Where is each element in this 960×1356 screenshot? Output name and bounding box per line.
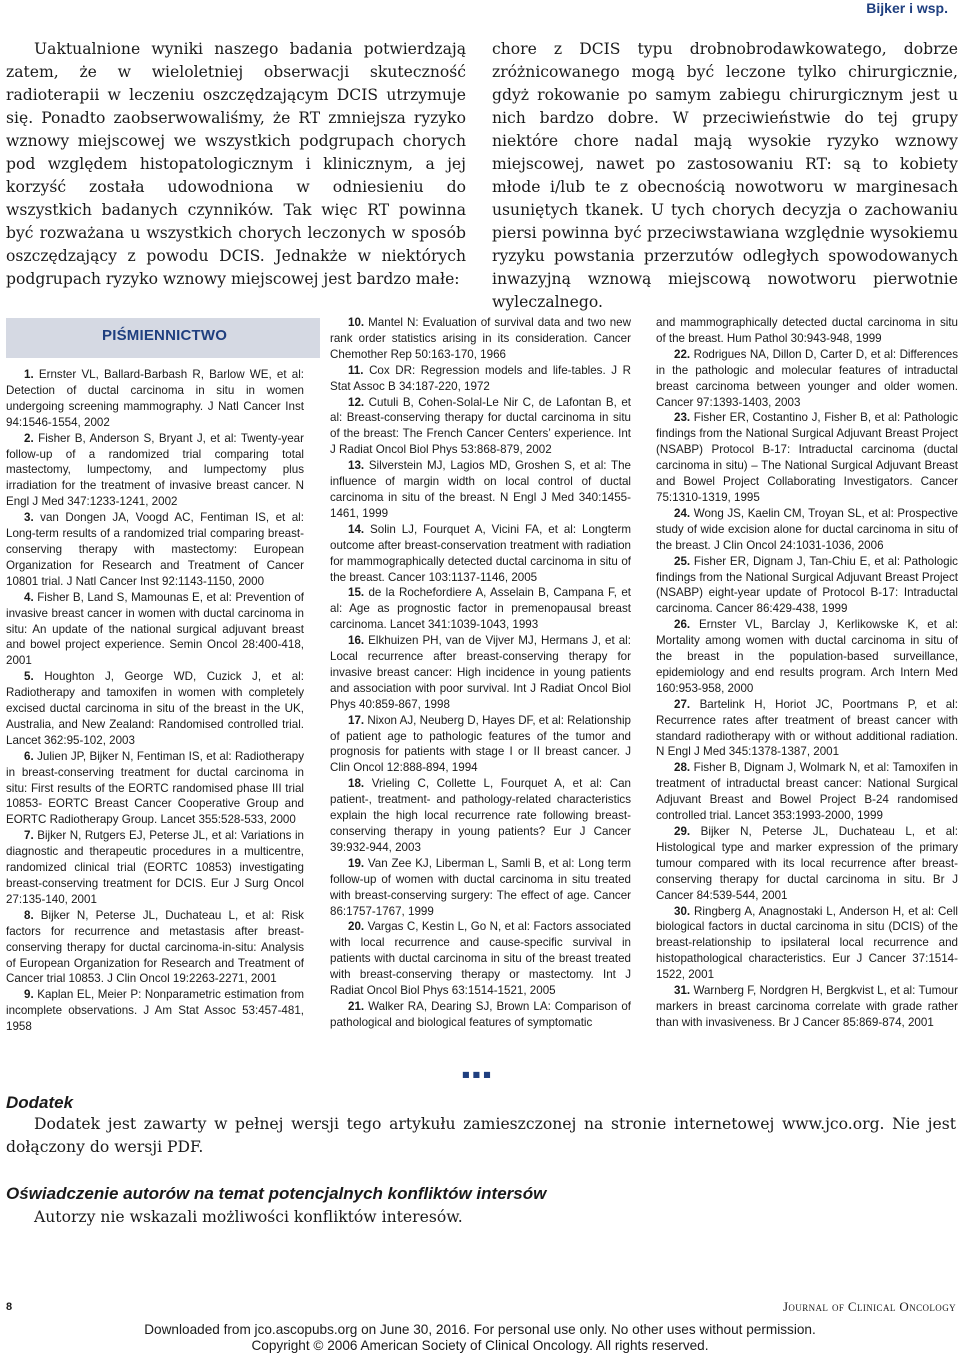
reference-entry <box>6 908 304 988</box>
reference-number: 7. <box>24 829 34 843</box>
reference-text: van Dongen JA, Voogd AC, Fentiman IS, et al: Long-term results of a randomized trial comparing breast-conserving therapy with mastectomy: European Organization for Research and Treatment of Cancer 10801 trial. J Natl Cancer Inst 92:1143-1150, 2000 <box>6 511 304 588</box>
reference-text: Ernster VL, Ballard-Barbash R, Barlow WE, et al: Detection of ductal carcinoma in situ in women undergoing screening mammography. J Natl Cancer Inst 94:1546-1554, 2002 <box>6 368 304 429</box>
reference-text: Nixon AJ, Neuberg D, Hayes DF, et al: Relationship of patient age to pathologic features of the tumor and prognosis for patients with stage I or II breast cancer. J Clin Oncol 12:888-894, 1994 <box>330 713 631 775</box>
reference-entry <box>6 987 304 1035</box>
reference-text: Silverstein MJ, Lagios MD, Groshen S, et al: The influence of margin width on local control of ductal carcinoma in situ of the breast. N Engl J Med 340:1455-1461, 1999 <box>330 459 631 520</box>
reference-number: 21. <box>348 999 365 1013</box>
reference-number: 16. <box>348 634 365 648</box>
reference-number: 27. <box>674 697 691 711</box>
reference-number: 12. <box>348 395 365 409</box>
download-line: Downloaded from jco.ascopubs.org on June 30, 2016. For personal use only. No other uses without permission. <box>144 1322 816 1337</box>
reference-entry <box>656 554 958 618</box>
reference-text: Walker RA, Dearing SJ, Brown LA: Comparison of pathological and biological features of symptomatic <box>330 999 631 1029</box>
reference-entry <box>330 856 631 920</box>
reference-text: Bijker N, Peterse JL, Duchateau L, et al: Histological type and marker expression of the primary tumour compared with its local recurrence after breast-conserving therapy for ductal carcinoma in situ. Br J Cancer 84:539-544, 2001 <box>656 825 958 902</box>
reference-text: Julien JP, Bijker N, Fentiman IS, et al: Radiotherapy in breast-conserving treatment for ductal carcinoma in situ: First results of the EORTC randomised phase III trial 10853- EORTC Breast Cancer Cooperative Group and EORTC Radiotherapy Group. Lancet 355:528-533, 2000 <box>6 749 305 827</box>
reference-text: Fisher B, Anderson S, Bryant J, et al: Twenty-year follow-up of a randomized trial comparing total mastectomy, lumpectomy, and lumpectomy plus irradiation for the treatment of invasive breast cancer. N Engl J Med 347:1233-1241, 2002 <box>6 431 304 509</box>
download-notice <box>0 1322 960 1354</box>
reference-number: 30. <box>674 904 691 918</box>
reference-entry <box>330 458 631 522</box>
reference-number: 8. <box>24 908 34 922</box>
section-divider-icon: ■■■ <box>462 1070 494 1079</box>
reference-number: 9. <box>24 988 34 1002</box>
reference-entry <box>656 315 958 347</box>
reference-entry <box>6 669 304 749</box>
reference-number: 13. <box>348 459 365 473</box>
journal-name: Journal of Clinical Oncology <box>782 1299 956 1314</box>
reference-number: 2. <box>24 431 34 445</box>
reference-number: 5. <box>24 670 34 684</box>
reference-entry <box>6 749 304 829</box>
reference-entry <box>656 697 958 761</box>
reference-entry <box>330 713 631 777</box>
reference-number: 31. <box>674 984 691 998</box>
reference-entry <box>656 410 958 505</box>
reference-number: 11. <box>348 363 364 377</box>
reference-text: Cutuli B, Cohen-Solal-Le Nir C, de Lafontan B, et al: Breast-conserving therapy for ductal carcinoma in situ of the breast: The French Cancer Centers’ experience. Int J Radiat Oncol Biol Phys 53:868-879, 2002 <box>330 395 631 457</box>
reference-text: Ernster VL, Barclay J, Kerlikowske K, et al: Mortality among women with ductal carcinoma in situ of the breast in the population-based surveillance, epidemiology and end results program. Arch Intern Med 160:953-958, 2000 <box>656 618 958 695</box>
reference-entry <box>330 999 631 1031</box>
reference-entry <box>656 347 958 411</box>
reference-text: Van Zee KJ, Liberman L, Samli B, et al: Long term follow-up of women with ductal carcinoma in situ treated with breast-conserving surgery: The effect of age. Cancer 86:1757-1767, 1999 <box>330 856 631 918</box>
reference-text: Fisher ER, Dignam J, Tan-Chiu E, et al: Pathologic findings from the National Surgical Adjuvant Breast Project (NSABP) eight-year update of Protocol B-17: Intraductal carcinoma. Cancer 86:429-438, 1999 <box>656 554 958 616</box>
reference-entry <box>330 363 631 395</box>
reference-text: and mammographically detected ductal carcinoma in situ of the breast. Hum Pathol 30:943-948, 1999 <box>656 316 958 345</box>
running-header-author: Bijker i wsp. <box>866 0 948 16</box>
reference-text: Fisher B, Land S, Mamounas E, et al: Prevention of invasive breast cancer in women with ductal carcinoma in situ: An update of the national surgical adjuvant breast and bowel project experience. Semin Oncol 28:400-418, 2001 <box>6 590 304 668</box>
reference-text: Bartelink H, Horiot JC, Poortmans P, et al: Recurrence rates after treatment of breast cancer with standard radiotherapy with or without additional radiation. N Engl J Med 345:1378-1387, 2001 <box>656 697 958 759</box>
reference-number: 3. <box>24 511 34 525</box>
references-heading: PIŚMIENNICTWO <box>102 327 228 344</box>
reference-text: Vrieling C, Collette L, Fourquet A, et al: Can patient-, treatment- and pathology-related characteristics explain the high local recurrence rate following breast-conserving therapy in young patients? Eur J Cancer 39:932-944, 2003 <box>330 777 631 854</box>
reference-text: Mantel N: Evaluation of survival data and two new rank order statistics arising in its consideration. Cancer Chemother Rep 50:163-170, 1966 <box>330 316 631 361</box>
reference-text: Elkhuizen PH, van de Vijver MJ, Hermans J, et al: Local recurrence after breast-conserving therapy for invasive breast cancer: High incidence in young patients and association with poor survival. Int J Radiat Oncol Biol Phys 40:859-867, 1998 <box>330 634 631 711</box>
reference-text: de la Rochefordiere A, Asselain B, Campana F, et al: Age as prognostic factor in premenopausal breast carcinoma. Lancet 341:1039-1043, 1993 <box>330 586 631 632</box>
reference-text: Kaplan EL, Meier P: Nonparametric estimation from incomplete observations. J Am Stat Assoc 53:457-481, 1958 <box>6 988 304 1034</box>
reference-text: Warnberg F, Nordgren H, Bergkvist L, et al: Tumour markers in breast carcinoma correlate with grade rather than with invasiveness. Br J Cancer 85:869-874, 2001 <box>656 984 958 1029</box>
reference-text: Wong JS, Kaelin CM, Troyan SL, et al: Prospective study of wide excision alone for ductal carcinoma in situ of the breast. J Clin Oncol 24:1031-1036, 2006 <box>656 506 958 552</box>
appendix-body: Dodatek jest zawarty w pełnej wersji tego artykułu zamieszczonej na stronie internetowej www.jco.org. Nie jest dołączony do wersji PDF. <box>6 1115 956 1156</box>
references-column-3 <box>656 315 958 1031</box>
reference-text: Vargas C, Kestin L, Go N, et al: Factors associated with local recurrence and cause-specific survival in patients with ductal carcinoma in situ of the breast treated with breast-conserving therapy or mastectomy. Int J Radiat Oncol Biol Phys 63:1514-1521, 2005 <box>330 920 631 998</box>
reference-entry <box>6 828 304 908</box>
reference-text: Bijker N, Peterse JL, Duchateau L, et al: Risk factors for recurrence and metastasis after breast-conserving therapy for ductal carcinoma-in-situ: Analysis of European Organization for Research and Treatment of Cancer trial 10853. J Clin Oncol 19:2263-2271, 2001 <box>6 908 304 986</box>
reference-number: 18. <box>348 777 365 791</box>
reference-number: 25. <box>674 554 691 568</box>
reference-entry <box>6 510 304 590</box>
references-column-2 <box>330 315 631 1031</box>
reference-entry <box>656 904 958 984</box>
reference-number: 19. <box>348 856 365 870</box>
reference-entry <box>330 522 631 586</box>
intro-left-column: Uaktualnione wyniki naszego badania potwierdzają zatem, że w wieloletniej obserwacji skuteczność radioterapii w leczeniu oszczędzającym DCIS utrzymuje się. Ponadto zaobserwowaliśmy, że RT zmniejsza ryzyko wznowy miejscowej we wszystkich podgrupach chorych pod względem histopatologicznym i klinicznym, a jej korzyść została udowodniona w odniesieniu do wszystkich badanych czynników. Tak więc RT powinna być rozważana u wszystkich chorych leczonych w sposób oszczędzający z powodu DCIS. Jednakże w niektórych podgrupach ryzyko wznowy miejscowej jest bardzo małe: <box>6 40 466 288</box>
reference-text: Fisher ER, Costantino J, Fisher B, et al: Pathologic findings from the National Surgical Adjuvant Breast Project (NSABP) Protocol B-17: Intraductal carcinoma (ductal carcinoma in situ) – The National Surgical Adjuvant Breast and Bowel Project Collaborating Investigators. Cancer 75:1310-1319, 1995 <box>656 411 958 504</box>
reference-entry <box>656 983 958 1031</box>
reference-number: 4. <box>24 590 34 604</box>
reference-entry <box>656 617 958 697</box>
reference-text: Rodrigues NA, Dillon D, Carter D, et al: Differences in the pathologic and molecular features of intraductal breast carcinoma between younger and older women. Cancer 97:1393-1403, 2003 <box>656 347 958 409</box>
reference-entry <box>330 919 631 999</box>
reference-entry <box>656 506 958 554</box>
disclosure-body: Autorzy nie wskazali możliwości konfliktów interesów. <box>34 1208 463 1226</box>
reference-number: 29. <box>674 825 691 838</box>
reference-text: Bijker N, Rutgers EJ, Peterse JL, et al: Variations in diagnostic and therapeutic procedures in a multicentre, randomized clinical trial (EORTC 10853) investigating breast-conserving treatment for DCIS. Eur J Surg Oncol 27:135-140, 2001 <box>6 829 304 906</box>
disclosure-title: Oświadczenie autorów na temat potencjalnych konfliktów intersów <box>6 1184 547 1203</box>
appendix-title: Dodatek <box>6 1093 74 1112</box>
reference-entry <box>330 633 631 713</box>
reference-text: Solin LJ, Fourquet A, Vicini FA, et al: Longterm outcome after breast-conservation treatment with radiation for mammographically detected ductal carcinoma in situ of the breast. Cancer 103:1137-1146, 2005 <box>330 522 631 584</box>
reference-entry <box>6 431 304 511</box>
reference-entry <box>656 760 958 824</box>
reference-number: 28. <box>674 761 691 775</box>
page-number: 8 <box>6 1301 13 1313</box>
reference-entry <box>330 776 631 856</box>
reference-number: 1. <box>24 368 34 381</box>
reference-number: 6. <box>24 749 34 763</box>
reference-number: 20. <box>348 920 365 934</box>
reference-entry <box>656 824 958 904</box>
reference-number: 17. <box>348 713 365 727</box>
reference-text: Ringberg A, Anagnostaki L, Anderson H, et al: Cell biological factors in ductal carcinoma in situ (DCIS) of the breast-relationship to ipsilateral local recurrence and histopathological characteristics. Eur J Cancer 37:1514-1522, 2001 <box>656 904 958 982</box>
reference-number: 24. <box>674 506 691 520</box>
reference-entry <box>330 585 631 633</box>
reference-entry <box>6 367 304 431</box>
reference-entry <box>6 590 304 670</box>
reference-number: 26. <box>674 618 691 632</box>
reference-number: 10. <box>348 316 365 329</box>
reference-number: 23. <box>674 411 691 425</box>
reference-entry <box>330 395 631 459</box>
reference-number: 15. <box>348 586 365 600</box>
reference-entry <box>330 315 631 363</box>
copyright-line: Copyright © 2006 American Society of Clinical Oncology. All rights reserved. <box>251 1338 709 1353</box>
intro-right-column: chore z DCIS typu drobnobrodawkowatego, dobrze zróżnicowanego mogą być leczone tylko chirurgicznie, gdyż rokowanie po samym zabiegu chirurgicznym jest u nich bardzo dobre. W przeciwieństwie do tej grupy niektóre chore nadal mają wysokie ryzyko wznowy miejscowej, nawet po zastosowaniu RT: są to kobiety młode i/lub te z obecnością nowotworu w marginesach usuniętych tkanek. U tych chorych decyzja o zachowaniu piersi powinna być przeciwstawiana względnie wysokiemu ryzyku powstania przerzutów odległych spowodowanych inwazyjną wznową miejscową nowotworu pierwotnie wyleczalnego. <box>492 40 958 311</box>
reference-text: Fisher B, Dignam J, Wolmark N, et al: Tamoxifen in treatment of intraductal breast cancer: National Surgical Adjuvant Breast and Bowel Project B-24 randomised controlled trial. Lancet 353:1993-2000, 1999 <box>656 761 958 823</box>
reference-text: Houghton J, George WD, Cuzick J, et al: Radiotherapy and tamoxifen in women with completely excised ductal carcinoma in situ of the breast in the UK, Australia, and New Zealand: Randomised controlled trial. Lancet 362:95-102, 2003 <box>6 670 304 747</box>
reference-text: Cox DR: Regression models and life-tables. J R Stat Assoc B 34:187-220, 1972 <box>330 363 631 393</box>
reference-number: 14. <box>348 522 365 536</box>
references-heading-band <box>6 318 320 358</box>
reference-number: 22. <box>674 347 691 361</box>
references-column-1 <box>6 367 304 1035</box>
